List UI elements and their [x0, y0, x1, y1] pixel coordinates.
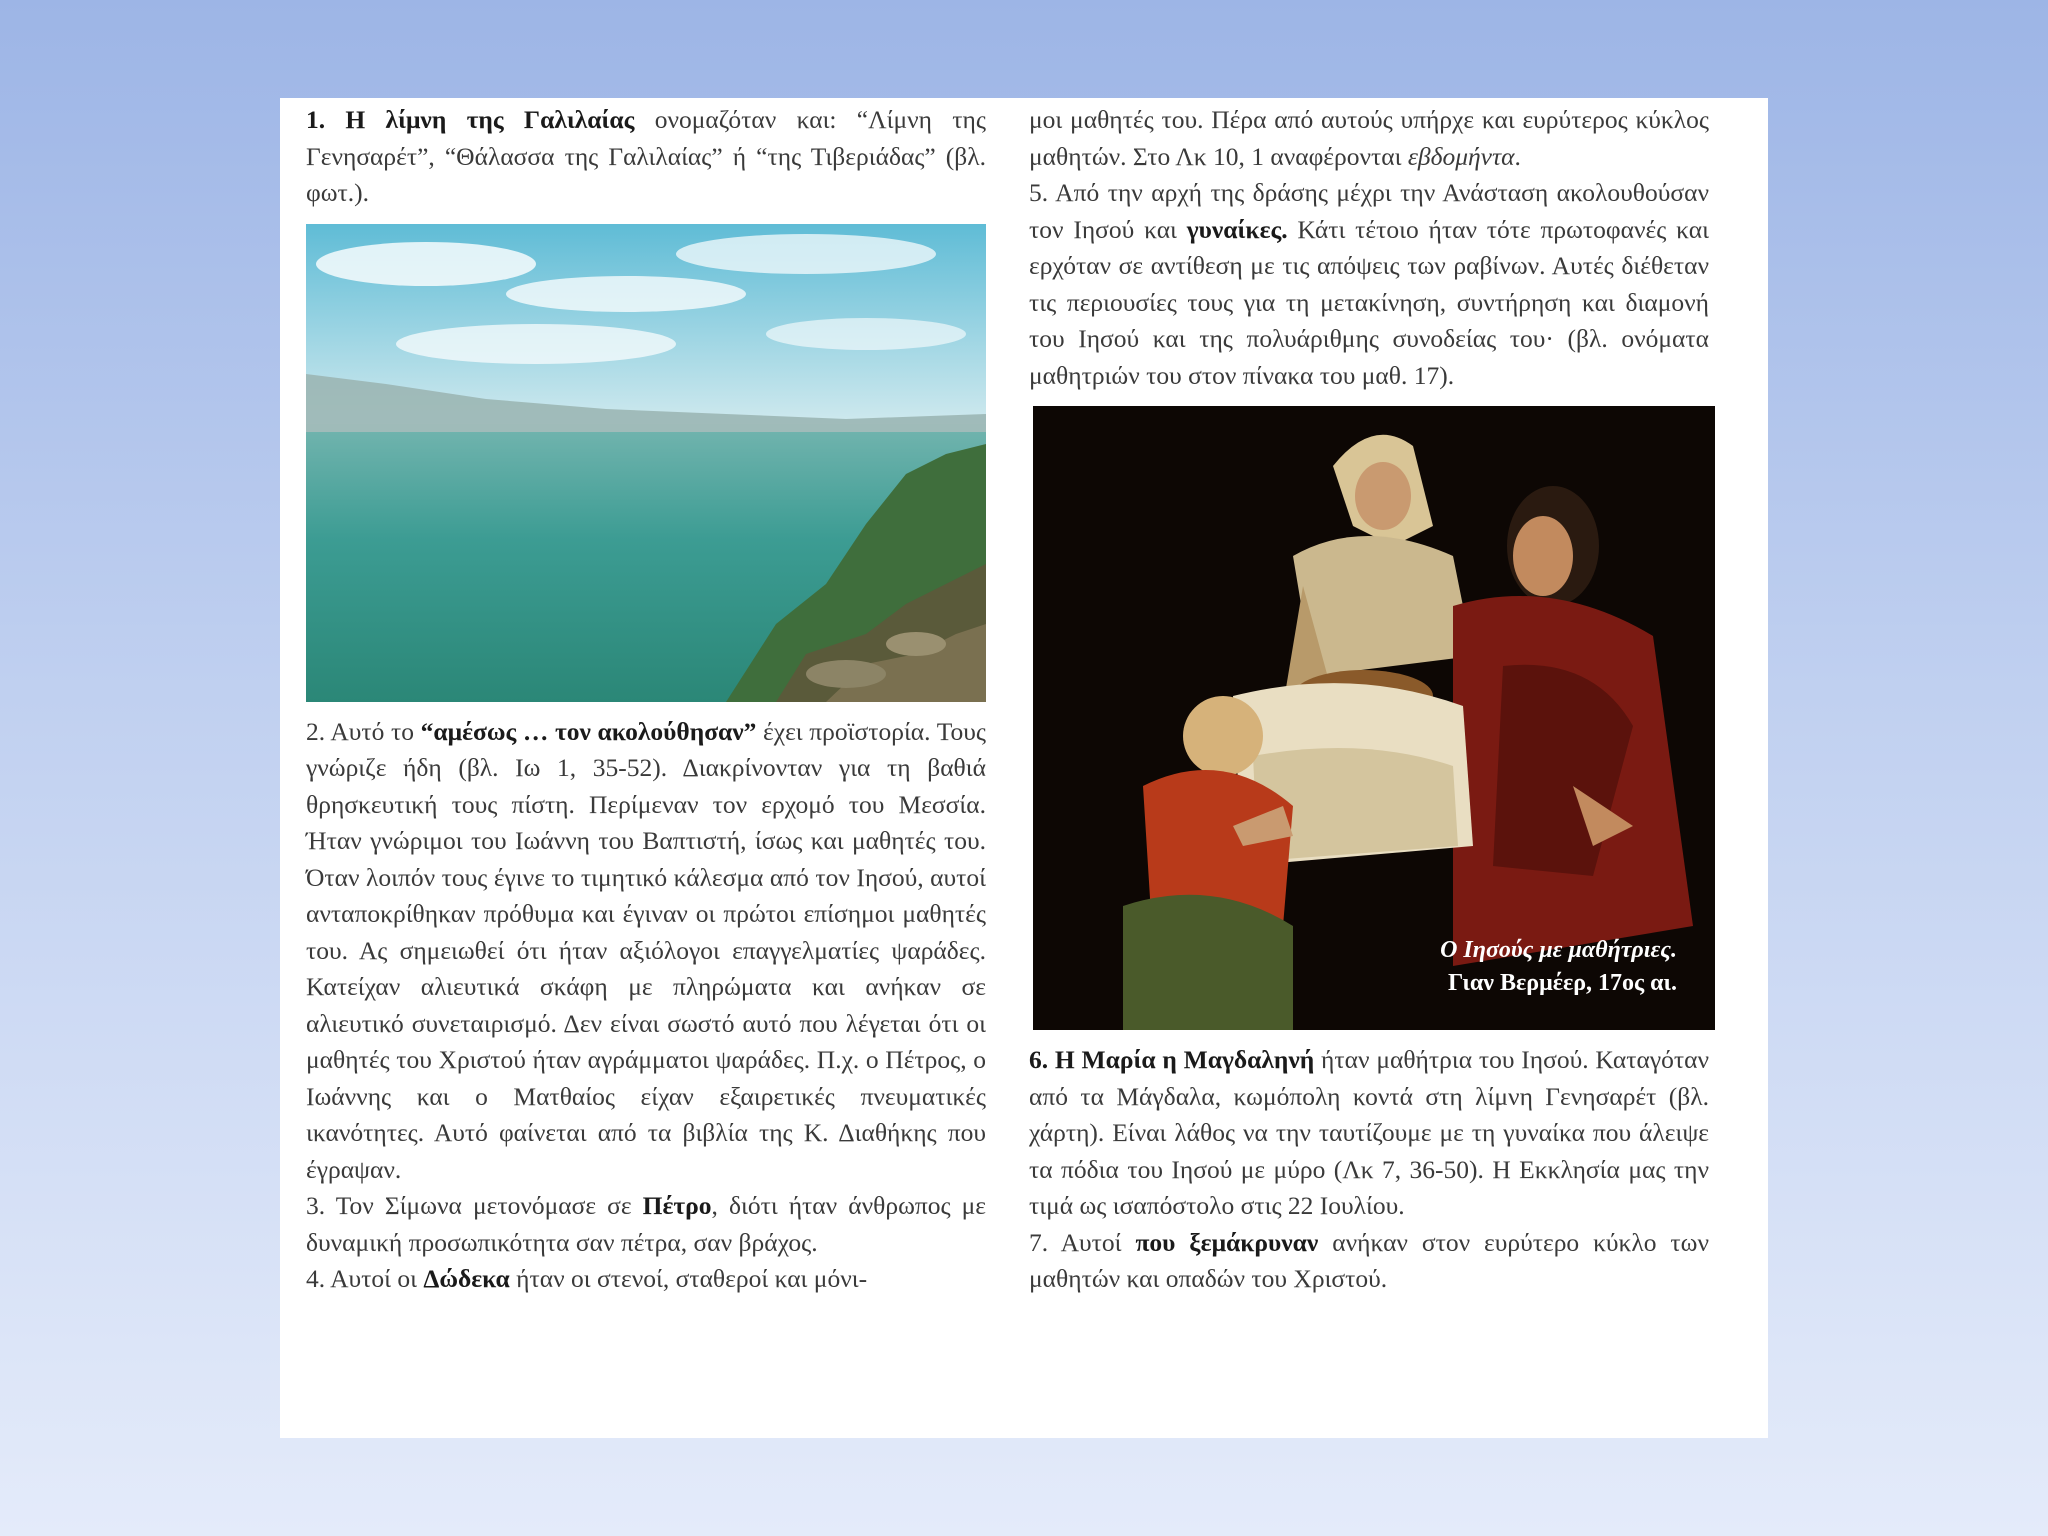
- note-4-number: 4. Αυτοί οι: [306, 1264, 424, 1293]
- vermeer-painting: [1033, 406, 1715, 1030]
- note-1: [306, 102, 986, 212]
- note-6-heading: 6. Η Μαρία η Μαγδαληνή: [1029, 1045, 1315, 1074]
- right-column: [1029, 98, 1709, 1298]
- note-7-text: ανήκαν στον ευρύτερο κύκλο των μαθητών και οπαδών του Χριστού.: [1029, 1227, 1709, 1293]
- note-2-text: έχει προϊστορία. Τους γνώριζε ήδη (βλ. Ιω 1, 35-52). Διακρίνονταν για τη βαθιά θρησκευτική τους πίστη. Περίμεναν τον ερχομό του Μεσσία. Ήταν γνώριμοι του Ιωάννη του Βαπτιστή, ίσως και μαθητές του. Όταν λοιπόν τους έγινε το τιμητικό κάλεσμα από τον Ιησού, αυτοί ανταποκρίθηκαν πρόθυμα και έγιναν οι πρώτοι επίσημοι μαθητές του. Ας σημειωθεί ότι ήταν αξιόλογοι επαγγελματίες ψαράδες. Κατείχαν αλιευτικά σκάφη με πληρώματα και ανήκαν σε αλιευτικό συνεταιρισμό. Δεν είναι σωστό αυτό που λέγεται ότι οι μαθητές του Χριστού ήταν αγράμματοι ψαράδες. Π.χ. ο Πέτρος, ο Ιωάννης και ο Ματθαίος είχαν εξαιρετικές πνευματικές ικανότητες. Αυτό φαίνεται από τα βιβλία της Κ. Διαθήκης που έγραψαν.: [306, 716, 986, 1184]
- note-4-text: ήταν οι στενοί, σταθεροί και μόνι-: [509, 1264, 868, 1293]
- note-4-continued-text: μοι μαθητές του. Πέρα από αυτούς υπήρχε και ευρύτερος κύκλος μαθητών. Στο Λκ 10, 1 αναφέρονται: [1029, 105, 1709, 171]
- note-4-heading: Δώδεκα: [423, 1264, 510, 1293]
- note-2-heading: “αμέσως … τον ακολούθησαν”: [420, 716, 757, 746]
- note-3: [306, 1188, 986, 1261]
- note-6-text: ήταν μαθήτρια του Ιησού. Καταγόταν από τα Μάγδαλα, κωμόπολη κοντά στη λίμνη Γενησαρέτ (βλ. χάρτη). Είναι λάθος να την ταυτίζουμε με τη γυναίκα που άλειψε τα πόδια του Ιησού με μύρο (Λκ 7, 36-50). Η Εκκλησία μας την τιμά ως ισαπόστολο στις 22 Ιουλίου.: [1029, 1045, 1709, 1220]
- note-4-continued: [1029, 102, 1709, 175]
- note-2: [306, 714, 986, 1189]
- caption-line-2: Γιαν Βερμέερ, 17ος αι.: [1447, 970, 1677, 996]
- note-6: [1029, 1042, 1709, 1225]
- note-3-heading: Πέτρο: [642, 1191, 712, 1220]
- note-1-heading: 1. Η λίμνη της Γαλιλαίας: [306, 105, 635, 134]
- note-7-heading: που ξεμάκρυναν: [1135, 1227, 1319, 1257]
- note-1-text: ονομαζόταν και: “Λίμνη της Γενησαρέτ”, “Θάλασσα της Γαλιλαίας” ή “της Τιβεριάδας” (βλ. φωτ.).: [306, 105, 986, 207]
- note-5: [1029, 175, 1709, 394]
- note-3-text: , διότι ήταν άνθρωπος με δυναμική προσωπικότητα σαν πέτρα, σαν βράχος.: [306, 1191, 987, 1257]
- note-7-number: 7. Αυτοί: [1029, 1227, 1136, 1257]
- note-4-continued-italic: εβδομήντα: [1407, 141, 1515, 171]
- note-7: [1029, 1225, 1709, 1298]
- lake-galilee-photo: [306, 224, 986, 702]
- note-5-number: 5. Από την αρχή της δράσης μέχρι την Ανάσταση ακολουθούσαν τον Ιησού και: [1029, 178, 1709, 244]
- note-4-continued-end: .: [1514, 141, 1521, 171]
- left-column: [306, 98, 986, 1298]
- painting-caption: [1440, 934, 1677, 1000]
- lake-photo-illustration: [306, 224, 986, 702]
- note-5-heading: γυναίκες.: [1186, 214, 1288, 244]
- note-2-number: 2. Αυτό το: [306, 716, 421, 746]
- textbook-page: [280, 98, 1768, 1438]
- caption-line-1: Ο Ιησούς με μαθήτριες.: [1440, 937, 1677, 963]
- note-4: [306, 1261, 986, 1298]
- note-5-text: Κάτι τέτοιο ήταν τότε πρωτοφανές και ερχόταν σε αντίθεση με τις απόψεις των ραβίνων. Αυτές διέθεταν τις περιουσίες τους για τη μετακίνηση, συντήρηση και διαμονή του Ιησού και της πολυάριθμης συνοδείας του· (βλ. ονόματα μαθητριών του στον πίνακα του μαθ. 17).: [1029, 214, 1709, 390]
- note-3-number: 3. Τον Σίμωνα μετονόμασε σε: [306, 1191, 643, 1220]
